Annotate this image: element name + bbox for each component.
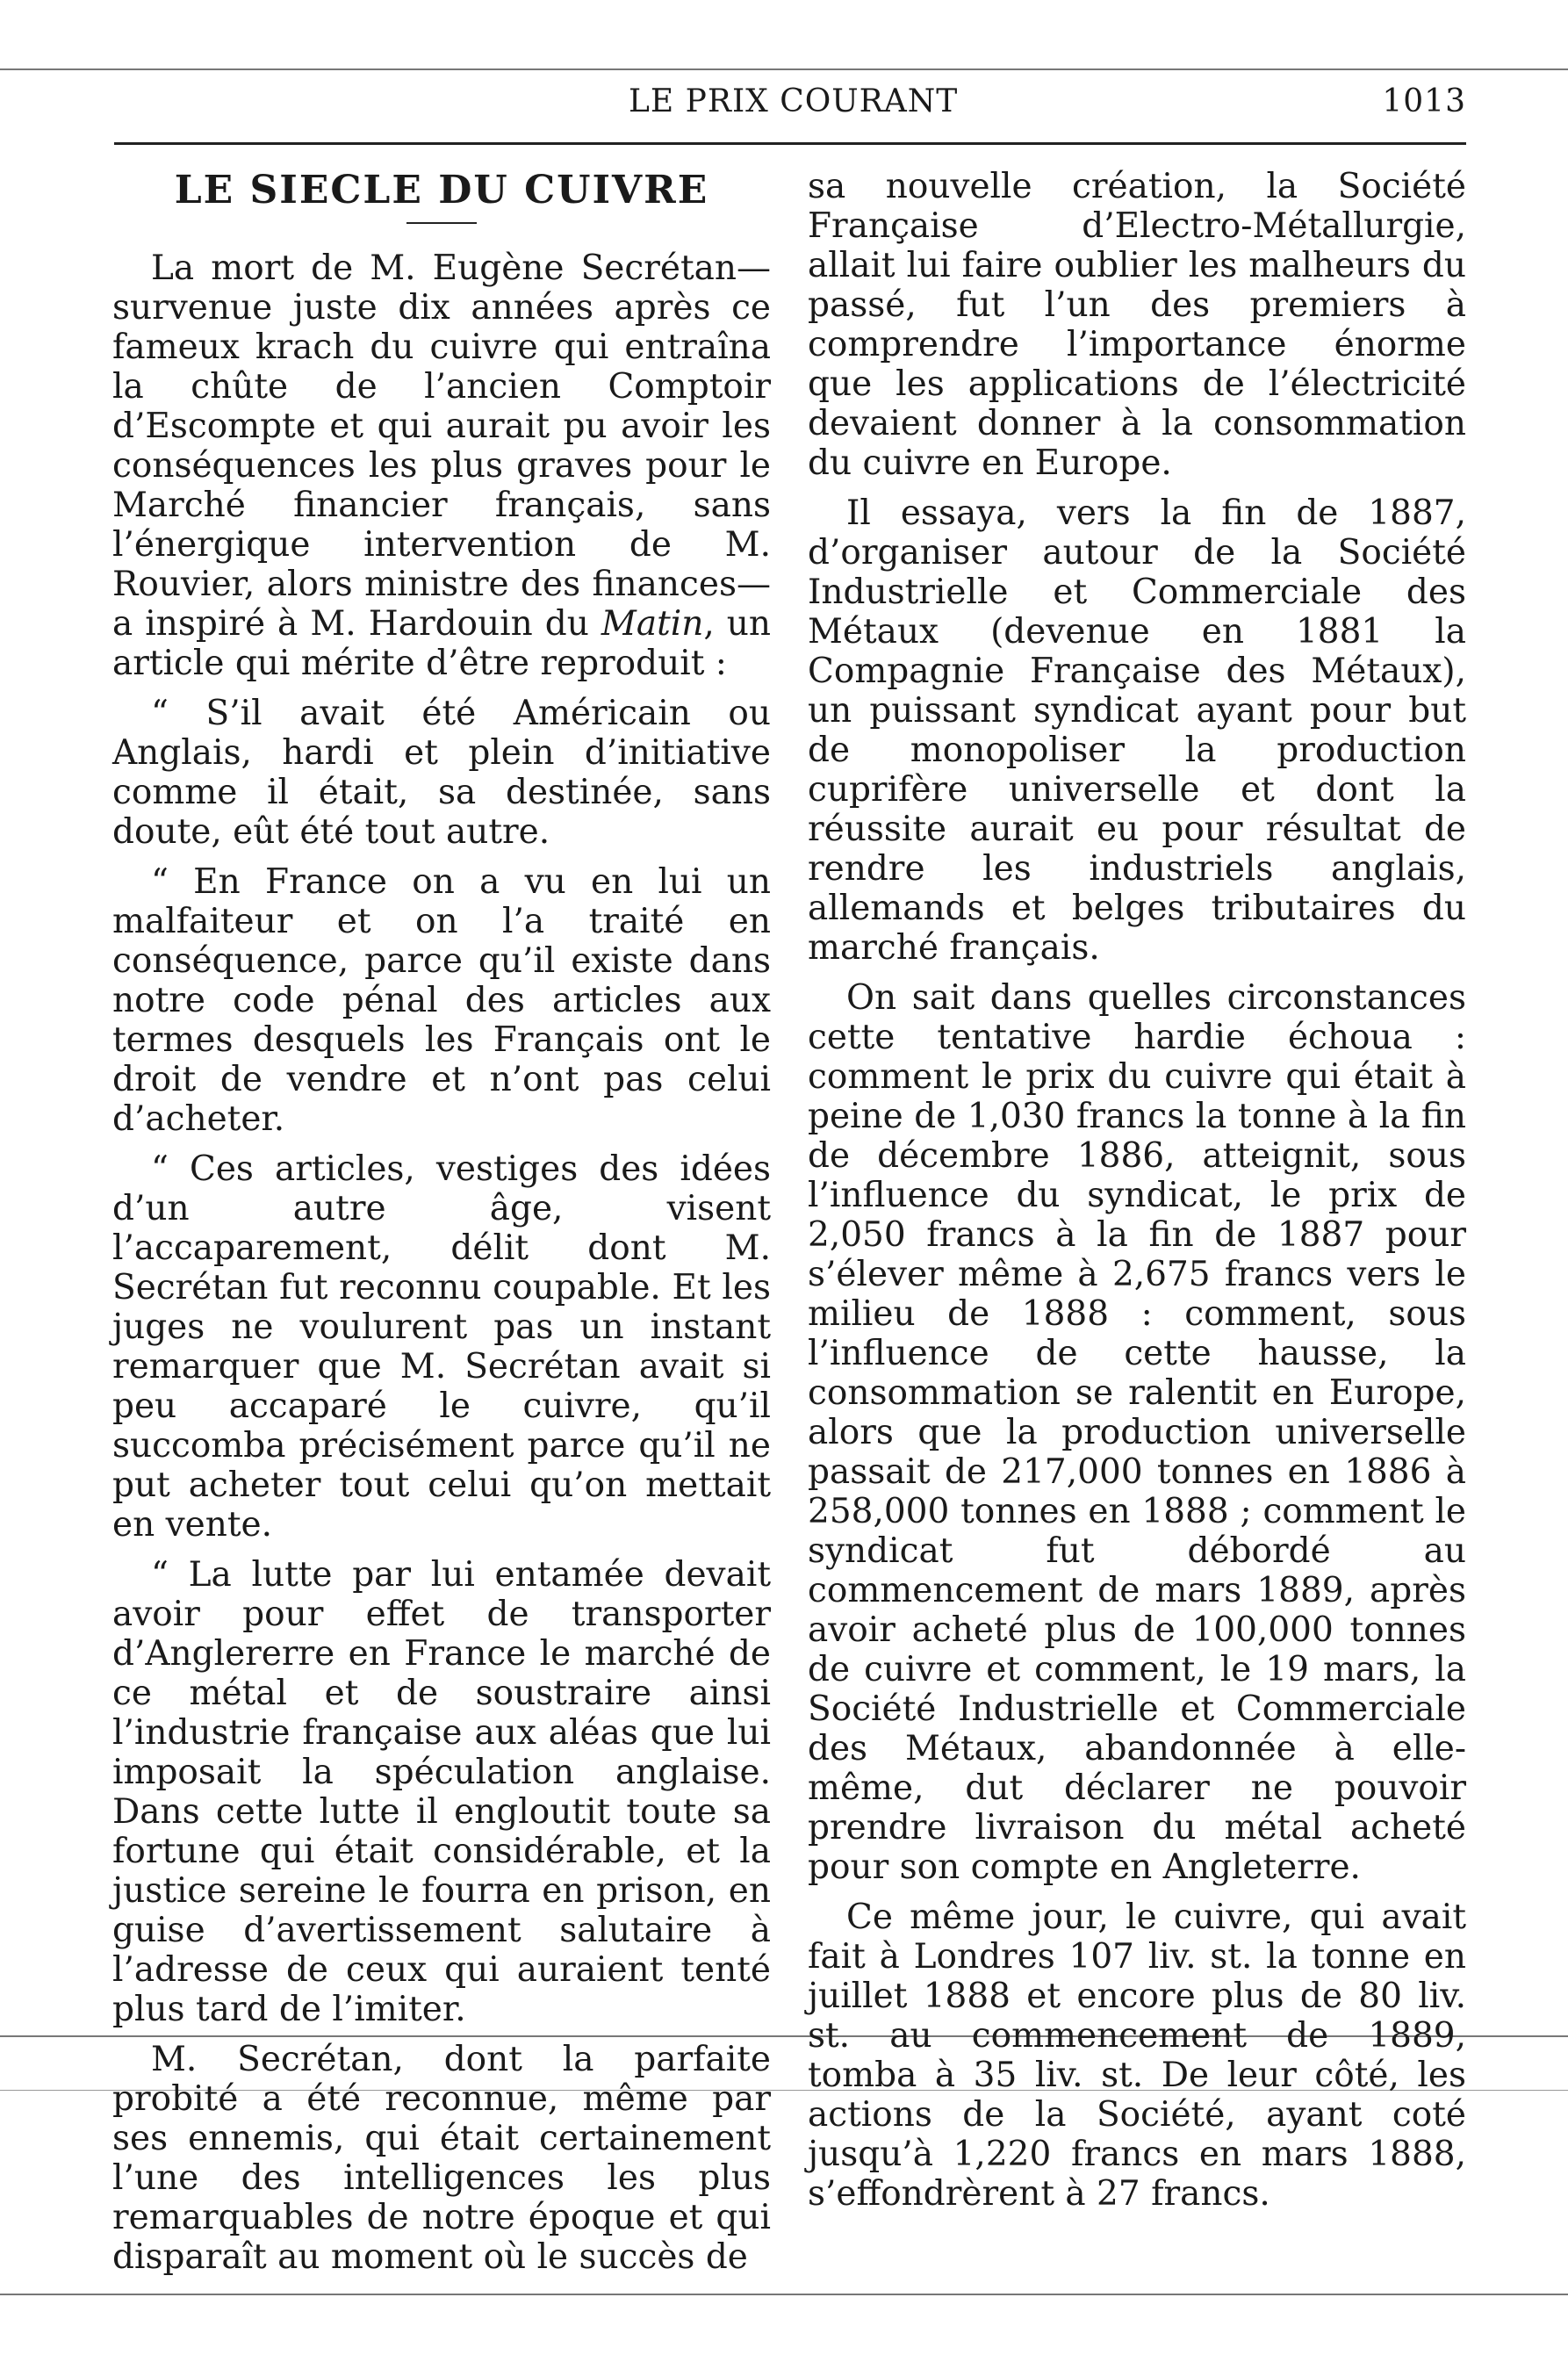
paragraph: “ Ces articles, vestiges des idées d’un autre âge, visent l’accaparement, délit dont M. Secrétan fut reconnu coupable. Et les juges ne voulurent pas un instant remarquer que M. Secrétan avait si peu accaparé le cuivre, qu’il succomba précisément parce qu’il ne put acheter tout celui qu’on mettait en vente. bbox=[112, 1149, 771, 1545]
paragraph: M. Secrétan, dont la parfaite probité a été reconnue, même par ses ennemis, qui était certainement l’une des intelligences les plus remarquables de notre époque et qui disparaît au moment où le succès de bbox=[112, 2040, 771, 2277]
paragraph: “ La lutte par lui entamée devait avoir pour effet de transporter d’Anglererre en France le marché de ce métal et de soustraire ainsi l’industrie française aux aléas que lui imposait la spéculation anglaise. Dans cette lutte il engloutit toute sa fortune qui était considérable, et la justice sereine le fourra en prison, en guise d’avertissement salutaire à l’adresse de ceux qui auraient tenté plus tard de l’imiter. bbox=[112, 1555, 771, 2029]
newspaper-name: Matin bbox=[601, 604, 704, 644]
paragraph: Ce même jour, le cuivre, qui avait fait à Londres 107 liv. st. la tonne en juillet 1888 et encore plus de 80 liv. st. au commencement de 1889, tomba à 35 liv. st. De leur côté, les actions de la Société, ayant coté jusqu’à 1,220 francs en mars 1888, s’effondrèrent à 27 francs. bbox=[808, 1898, 1466, 2214]
paragraph: La mort de M. Eugène Secrétan— survenue juste dix années après ce fameux krach du cuivre qui entraîna la chûte de l’ancien Comptoir d’Escompte et qui aurait pu avoir les conséquences les plus graves pour le Marché financier français, sans l’énergique intervention de M. Rouvier, alors ministre des finances—a inspiré à M. Hardouin du Matin, un article qui mérite d’être reproduit : bbox=[112, 248, 771, 683]
scan-bottom-rule bbox=[0, 2294, 1568, 2295]
page-header bbox=[114, 83, 1466, 136]
header-rule bbox=[114, 142, 1466, 145]
scan-top-rule bbox=[0, 68, 1568, 70]
article-title: LE SIECLE DU CUIVRE bbox=[174, 168, 709, 212]
paragraph: On sait dans quelles circonstances cette tentative hardie échoua : comment le prix du cuivre qui était à peine de 1,030 francs la tonne à la fin de décembre 1886, atteignit, sous l’influence du syndicat, le prix de 2,050 francs à la fin de 1887 pour s’élever même à 2,675 francs vers le milieu de 1888 : comment, sous l’influence de cette hausse, la consommation se ralentit en Europe, alors que la production universelle passait de 217,000 tonnes en 1886 à 258,000 tonnes en 1888 ; comment le syndicat fut débordé au commencement de mars 1889, après avoir acheté plus de 100,000 tonnes de cuivre et comment, le 19 mars, la Société Industrielle et Commerciale des Métaux, abandonnée à elle-même, dut déclarer ne pouvoir prendre livraison du métal acheté pour son compte en Angleterre. bbox=[808, 978, 1466, 1887]
paragraph: Il essaya, vers la fin de 1887, d’organiser autour de la Société Industrielle et Commerciale des Métaux (devenue en 1881 la Compagnie Française des Métaux), un puissant syndicat ayant pour but de monopoliser la production cuprifère universelle et dont la réussite aurait eu pour résultat de rendre les industriels anglais, allemands et belges tributaires du marché français. bbox=[808, 493, 1466, 968]
right-column bbox=[808, 167, 1466, 2224]
paragraph: “ S’il avait été Américain ou Anglais, hardi et plein d’initiative comme il était, sa destinée, sans doute, eût été tout autre. bbox=[112, 694, 771, 852]
paragraph: “ En France on a vu en lui un malfaiteur et on l’a traité en conséquence, parce qu’il existe dans notre code pénal des articles aux termes desquels les Français ont le droit de vendre et n’ont pas celui d’acheter. bbox=[112, 862, 771, 1139]
title-separator bbox=[406, 222, 477, 224]
paragraph: sa nouvelle création, la Société Française d’Electro-Métallurgie, allait lui faire oublier les malheurs du passé, fut l’un des premiers à comprendre l’importance énorme que les applications de l’électricité devaient donner à la consommation du cuivre en Europe. bbox=[808, 167, 1466, 483]
page-number: 1013 bbox=[1382, 83, 1466, 119]
running-title: LE PRIX COURANT bbox=[629, 83, 959, 119]
left-column bbox=[112, 167, 771, 2287]
